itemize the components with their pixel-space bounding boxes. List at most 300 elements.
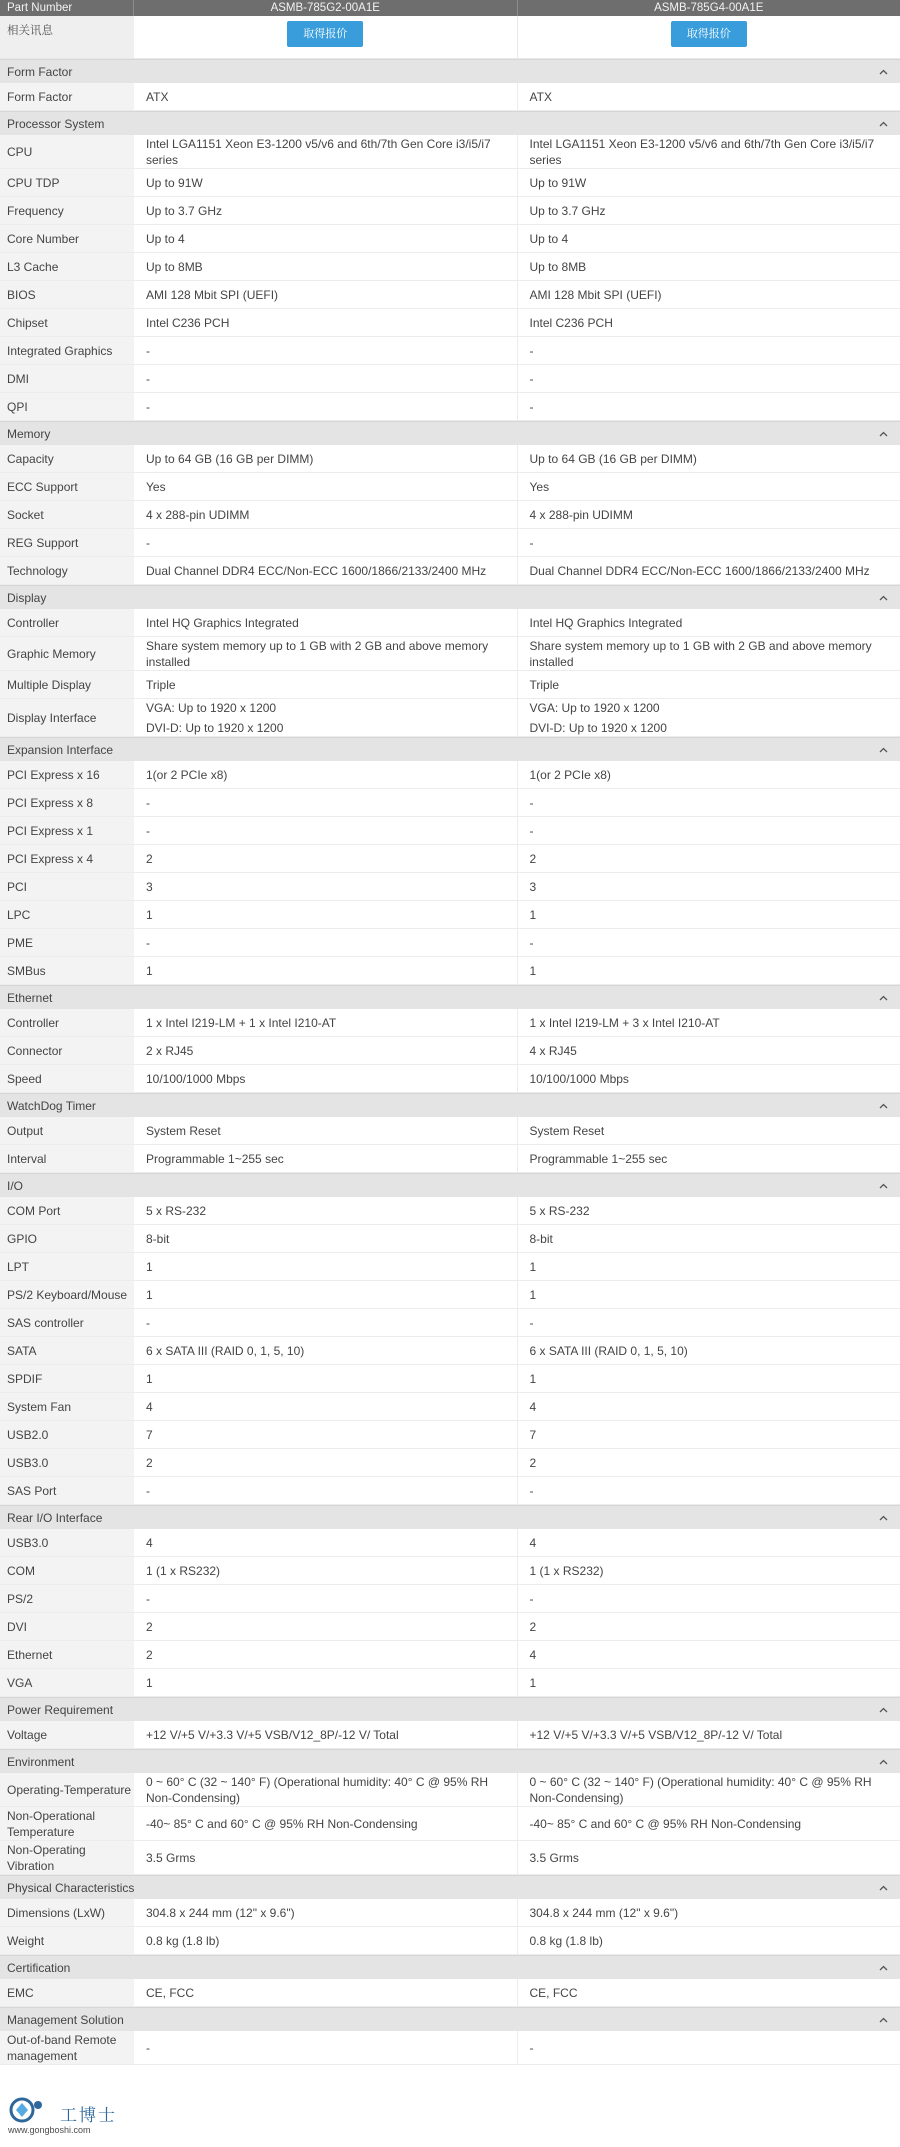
spec-value-line: Dual Channel DDR4 ECC/Non-ECC 1600/1866/2133/2400 MHz (146, 563, 487, 578)
spec-value-2 (517, 83, 900, 110)
section-title: Processor System (7, 116, 105, 131)
section-title: Ethernet (7, 990, 53, 1005)
spec-row (0, 445, 900, 473)
spec-value-2 (517, 609, 900, 636)
spec-label: DMI (0, 365, 134, 392)
spec-value-1 (134, 609, 517, 636)
spec-value-line: CE, FCC (529, 1985, 578, 2000)
spec-value-2 (517, 337, 900, 364)
spec-value-line: - (146, 823, 150, 838)
section-header[interactable] (0, 111, 900, 135)
spec-value-2 (517, 1393, 900, 1420)
spec-row (0, 337, 900, 365)
spec-value-1 (134, 281, 517, 308)
chevron-up-icon[interactable] (878, 429, 888, 439)
spec-value-1 (134, 1037, 517, 1064)
spec-value-1 (134, 1529, 517, 1556)
spec-value-2 (517, 225, 900, 252)
section-header[interactable] (0, 985, 900, 1009)
spec-value-line: - (529, 795, 534, 810)
spec-label: REG Support (0, 529, 134, 556)
spec-row (0, 609, 900, 637)
spec-value-2 (517, 1841, 900, 1874)
spec-value-line: - (146, 399, 150, 414)
chevron-up-icon[interactable] (878, 1963, 888, 1973)
spec-value-2 (517, 1065, 900, 1092)
spec-value-1 (134, 1065, 517, 1092)
get-quote-button[interactable]: 取得报价 (671, 21, 747, 47)
spec-label: Multiple Display (0, 671, 134, 698)
section-header[interactable] (0, 737, 900, 761)
spec-label: PCI (0, 873, 134, 900)
spec-value-line: AMI 128 Mbit SPI (UEFI) (146, 287, 279, 302)
spec-value-2 (517, 1807, 900, 1840)
spec-value-1 (134, 135, 517, 168)
spec-value-2 (517, 365, 900, 392)
chevron-up-icon[interactable] (878, 119, 888, 129)
spec-value-line: 4 (146, 1535, 153, 1550)
spec-value-line: Share system memory up to 1 GB with 2 GB and above memory installed (529, 638, 872, 669)
spec-label: USB2.0 (0, 1421, 134, 1448)
spec-value-2 (517, 1009, 900, 1036)
spec-label: Speed (0, 1065, 134, 1092)
spec-label: PCI Express x 1 (0, 817, 134, 844)
logo-icon (8, 2095, 56, 2125)
spec-value-line: 3 (146, 879, 153, 894)
spec-label: Frequency (0, 197, 134, 224)
chevron-up-icon[interactable] (878, 1513, 888, 1523)
spec-value-line: 1 (146, 1675, 153, 1690)
spec-value-line: 1 (529, 963, 537, 978)
spec-value-line: 4 (529, 1535, 537, 1550)
spec-label: PS/2 (0, 1585, 134, 1612)
spec-value-2 (517, 1477, 900, 1504)
spec-label: PS/2 Keyboard/Mouse (0, 1281, 134, 1308)
section-header[interactable] (0, 1875, 900, 1899)
spec-label: CPU (0, 135, 134, 168)
spec-row (0, 169, 900, 197)
spec-value-line: 4 x 288-pin UDIMM (146, 507, 250, 522)
spec-value-line: Yes (146, 479, 166, 494)
section-header[interactable] (0, 1505, 900, 1529)
spec-value-line: - (529, 1315, 534, 1330)
spec-value-2 (517, 309, 900, 336)
spec-label: GPIO (0, 1225, 134, 1252)
spec-value-1 (134, 1449, 517, 1476)
spec-value-2 (517, 473, 900, 500)
spec-row (0, 901, 900, 929)
spec-value-1 (134, 473, 517, 500)
spec-value-1 (134, 845, 517, 872)
spec-value-line: AMI 128 Mbit SPI (UEFI) (529, 287, 662, 302)
spec-row (0, 197, 900, 225)
spec-value-line: 0 ~ 60° C (32 ~ 140° F) (Operational humidity: 40° C @ 95% RH Non-Condensing) (146, 1774, 489, 1805)
section-header[interactable] (0, 1955, 900, 1979)
spec-value-line: ATX (529, 89, 552, 104)
spec-label: PCI Express x 4 (0, 845, 134, 872)
spec-row (0, 1721, 900, 1749)
spec-row (0, 957, 900, 985)
spec-value-line: -40~ 85° C and 60° C @ 95% RH Non-Condensing (529, 1816, 802, 1831)
spec-value-1 (134, 1365, 517, 1392)
spec-label: Capacity (0, 445, 134, 472)
spec-value-line: 1 (529, 1287, 537, 1302)
spec-value-1 (134, 1253, 517, 1280)
spec-label: Voltage (0, 1721, 134, 1748)
spec-value-2 (517, 1197, 900, 1224)
spec-value-2 (517, 1337, 900, 1364)
spec-label: L3 Cache (0, 253, 134, 280)
spec-label: Integrated Graphics (0, 337, 134, 364)
spec-value-line: 0 ~ 60° C (32 ~ 140° F) (Operational humidity: 40° C @ 95% RH Non-Condensing) (529, 1774, 872, 1805)
chevron-up-icon[interactable] (878, 1705, 888, 1715)
spec-label: Non-Operational Temperature (0, 1807, 134, 1840)
spec-value-1 (134, 1585, 517, 1612)
spec-label: PCI Express x 16 (0, 761, 134, 788)
spec-row (0, 2031, 900, 2065)
spec-row (0, 1449, 900, 1477)
spec-row (0, 1225, 900, 1253)
spec-value-2 (517, 1721, 900, 1748)
spec-value-line: - (529, 343, 534, 358)
chevron-up-icon[interactable] (878, 67, 888, 77)
spec-value-line: 1(or 2 PCIe x8) (146, 767, 228, 782)
spec-value-line: 1 x Intel I219-LM + 3 x Intel I210-AT (529, 1015, 720, 1030)
spec-value-line: Yes (529, 479, 550, 494)
spec-value-2 (517, 1927, 900, 1954)
spec-value-line: Intel C236 PCH (529, 315, 613, 330)
spec-label: Technology (0, 557, 134, 584)
spec-value-line: 0.8 kg (1.8 lb) (146, 1933, 220, 1948)
spec-value-line: 2 (146, 851, 153, 866)
part-number-label: Part Number (0, 0, 134, 16)
section-header[interactable] (0, 59, 900, 83)
spec-value-1 (134, 529, 517, 556)
spec-label: Controller (0, 609, 134, 636)
section-title: Power Requirement (7, 1702, 114, 1717)
section-header[interactable] (0, 1697, 900, 1721)
section-title: WatchDog Timer (7, 1098, 96, 1113)
watermark-logo (8, 2095, 140, 2141)
spec-row (0, 1421, 900, 1449)
section-title: Form Factor (7, 64, 73, 79)
spec-label: Controller (0, 1009, 134, 1036)
spec-value-line: 8-bit (146, 1231, 170, 1246)
spec-value-1 (134, 789, 517, 816)
chevron-up-icon[interactable] (878, 745, 888, 755)
spec-row (0, 1037, 900, 1065)
spec-label: USB3.0 (0, 1529, 134, 1556)
spec-value-line: 3.5 Grms (529, 1850, 579, 1865)
spec-row (0, 135, 900, 169)
spec-label: QPI (0, 393, 134, 420)
spec-value-2 (517, 845, 900, 872)
spec-value-line: 1 (146, 1259, 153, 1274)
spec-value-1 (134, 197, 517, 224)
spec-row (0, 637, 900, 671)
spec-label: PCI Express x 8 (0, 789, 134, 816)
spec-row (0, 845, 900, 873)
spec-label: Output (0, 1117, 134, 1144)
spec-label: Interval (0, 1145, 134, 1172)
spec-value-line: 1 (529, 1371, 537, 1386)
spec-value-2 (517, 393, 900, 420)
spec-value-1 (134, 393, 517, 420)
header-row (0, 0, 900, 16)
inquiry-row (0, 16, 900, 59)
spec-value-2 (517, 1365, 900, 1392)
spec-value-line: 2 (146, 1455, 153, 1470)
spec-label: Operating-Temperature (0, 1773, 134, 1806)
spec-value-line: 1 x Intel I219-LM + 1 x Intel I210-AT (146, 1015, 337, 1030)
spec-value-2 (517, 817, 900, 844)
spec-row (0, 253, 900, 281)
spec-row (0, 393, 900, 421)
spec-value-line: 1 (146, 963, 153, 978)
spec-value-line: Share system memory up to 1 GB with 2 GB and above memory installed (146, 638, 489, 669)
spec-row (0, 281, 900, 309)
spec-value-line: DVI-D: Up to 1920 x 1200 (146, 720, 284, 735)
spec-value-2 (517, 501, 900, 528)
spec-value-2 (517, 761, 900, 788)
spec-value-line: 2 (529, 851, 537, 866)
chevron-up-icon[interactable] (878, 1181, 888, 1191)
spec-value-1 (134, 957, 517, 984)
spec-value-1 (134, 501, 517, 528)
spec-value-line: Intel C236 PCH (146, 315, 230, 330)
spec-value-line: Dual Channel DDR4 ECC/Non-ECC 1600/1866/2133/2400 MHz (529, 563, 870, 578)
spec-row (0, 557, 900, 585)
section-header[interactable] (0, 1749, 900, 1773)
spec-value-line: - (529, 399, 534, 414)
spec-value-line: - (529, 535, 534, 550)
spec-value-line: 3.5 Grms (146, 1850, 196, 1865)
spec-value-2 (517, 957, 900, 984)
spec-value-1 (134, 1281, 517, 1308)
spec-value-2 (517, 445, 900, 472)
spec-value-line: +12 V/+5 V/+3.3 V/+5 VSB/V12_8P/-12 V/ Total (529, 1727, 783, 1742)
spec-row (0, 1009, 900, 1037)
spec-value-line: 6 x SATA III (RAID 0, 1, 5, 10) (529, 1343, 688, 1358)
product-name-2: ASMB-785G4-00A1E (654, 2, 764, 14)
spec-value-1 (134, 253, 517, 280)
spec-row (0, 1337, 900, 1365)
spec-value-1 (134, 2031, 517, 2064)
spec-value-2 (517, 1641, 900, 1668)
spec-row (0, 1393, 900, 1421)
spec-value-1 (134, 225, 517, 252)
spec-row (0, 1841, 900, 1875)
spec-value-line: 6 x SATA III (RAID 0, 1, 5, 10) (146, 1343, 305, 1358)
spec-value-2 (517, 637, 900, 670)
spec-label: Display Interface (0, 699, 134, 736)
spec-value-1 (134, 1773, 517, 1806)
section-title: Management Solution (7, 2012, 124, 2027)
spec-value-2 (517, 789, 900, 816)
spec-row (0, 789, 900, 817)
spec-sections (0, 59, 900, 2065)
section-header[interactable] (0, 2007, 900, 2031)
spec-value-line: 3 (529, 879, 537, 894)
spec-value-line: Up to 91W (529, 175, 587, 190)
spec-value-1 (134, 929, 517, 956)
spec-value-line: VGA: Up to 1920 x 1200 (529, 700, 660, 715)
spec-value-line: - (146, 371, 150, 386)
spec-value-1 (134, 1841, 517, 1874)
spec-value-line: 7 (146, 1427, 153, 1442)
spec-value-2 (517, 1979, 900, 2006)
section-title: Memory (7, 426, 51, 441)
spec-row (0, 1613, 900, 1641)
spec-value-1 (134, 1927, 517, 1954)
spec-row (0, 309, 900, 337)
spec-value-2 (517, 1309, 900, 1336)
spec-value-1 (134, 309, 517, 336)
spec-value-line: 10/100/1000 Mbps (529, 1071, 629, 1086)
spec-value-2 (517, 197, 900, 224)
spec-label: System Fan (0, 1393, 134, 1420)
spec-value-1 (134, 337, 517, 364)
section-header[interactable] (0, 1173, 900, 1197)
spec-value-1 (134, 445, 517, 472)
spec-value-1 (134, 637, 517, 670)
spec-value-line: 1(or 2 PCIe x8) (529, 767, 611, 782)
spec-label: Socket (0, 501, 134, 528)
spec-label: Non-Operating Vibration (0, 1841, 134, 1874)
chevron-up-icon[interactable] (878, 993, 888, 1003)
section-title: Physical Characteristics (7, 1880, 135, 1895)
spec-value-1 (134, 699, 517, 736)
spec-value-line: 1 (529, 1259, 537, 1274)
chevron-up-icon[interactable] (878, 2015, 888, 2025)
spec-value-2 (517, 901, 900, 928)
spec-label: COM (0, 1557, 134, 1584)
section-title: Environment (7, 1754, 75, 1769)
watermark-title: 工博士 (60, 2106, 117, 2126)
spec-value-line: 4 (529, 1399, 537, 1414)
spec-value-1 (134, 1477, 517, 1504)
spec-value-line: Up to 8MB (146, 259, 203, 274)
spec-label: Core Number (0, 225, 134, 252)
spec-label: COM Port (0, 1197, 134, 1224)
spec-value-line: - (146, 535, 150, 550)
spec-value-1 (134, 761, 517, 788)
chevron-up-icon[interactable] (878, 1757, 888, 1767)
spec-value-line: Up to 64 GB (16 GB per DIMM) (529, 451, 697, 466)
spec-row (0, 1117, 900, 1145)
spec-row (0, 1641, 900, 1669)
spec-value-line: Triple (146, 677, 176, 692)
spec-value-line: 1 (1 x RS232) (146, 1563, 221, 1578)
spec-value-line: - (146, 2040, 150, 2055)
spec-label: EMC (0, 1979, 134, 2006)
spec-value-line: 2 x RJ45 (146, 1043, 194, 1058)
spec-value-2 (517, 1225, 900, 1252)
spec-value-line: Up to 64 GB (16 GB per DIMM) (146, 451, 314, 466)
spec-value-1 (134, 1421, 517, 1448)
spec-value-line: - (529, 935, 534, 950)
spec-label: SAS controller (0, 1309, 134, 1336)
spec-label: BIOS (0, 281, 134, 308)
spec-value-line: 4 (529, 1647, 537, 1662)
spec-value-2 (517, 1529, 900, 1556)
spec-row (0, 1585, 900, 1613)
spec-row (0, 83, 900, 111)
spec-row (0, 473, 900, 501)
spec-value-2 (517, 1037, 900, 1064)
spec-value-2 (517, 1117, 900, 1144)
spec-value-line: Triple (529, 677, 560, 692)
chevron-up-icon[interactable] (878, 593, 888, 603)
spec-value-line: 1 (146, 1287, 153, 1302)
spec-row (0, 365, 900, 393)
spec-value-line: -40~ 85° C and 60° C @ 95% RH Non-Condensing (146, 1816, 418, 1831)
spec-value-1 (134, 1393, 517, 1420)
spec-row (0, 1253, 900, 1281)
spec-value-1 (134, 1117, 517, 1144)
spec-row (0, 1979, 900, 2007)
spec-row (0, 1197, 900, 1225)
inquiry-cell-2 (517, 16, 900, 58)
spec-value-line: Up to 4 (146, 231, 185, 246)
chevron-up-icon[interactable] (878, 1883, 888, 1893)
section-header[interactable] (0, 1093, 900, 1117)
spec-value-line: System Reset (146, 1123, 221, 1138)
spec-value-1 (134, 1197, 517, 1224)
spec-value-line: 0.8 kg (1.8 lb) (529, 1933, 603, 1948)
spec-value-line: - (529, 1483, 534, 1498)
spec-value-line: Intel LGA1151 Xeon E3-1200 v5/v6 and 6th/7th Gen Core i3/i5/i7 series (146, 136, 491, 167)
chevron-up-icon[interactable] (878, 1101, 888, 1111)
spec-value-line: 2 (529, 1619, 537, 1634)
spec-value-line: Up to 8MB (529, 259, 587, 274)
spec-row (0, 1773, 900, 1807)
spec-value-line: - (146, 1591, 150, 1606)
spec-value-line: 10/100/1000 Mbps (146, 1071, 246, 1086)
spec-row (0, 817, 900, 845)
spec-value-2 (517, 671, 900, 698)
section-header[interactable] (0, 421, 900, 445)
spec-row (0, 1365, 900, 1393)
spec-value-2 (517, 135, 900, 168)
spec-value-line: 2 (146, 1619, 153, 1634)
spec-label: LPT (0, 1253, 134, 1280)
spec-value-line: - (529, 2040, 534, 2055)
spec-value-line: 1 (146, 1371, 153, 1386)
spec-value-1 (134, 365, 517, 392)
spec-value-1 (134, 901, 517, 928)
spec-label: Ethernet (0, 1641, 134, 1668)
product-name-1: ASMB-785G2-00A1E (134, 0, 518, 16)
section-header[interactable] (0, 585, 900, 609)
spec-value-line: 4 (146, 1399, 153, 1414)
spec-label: Dimensions (LxW) (0, 1899, 134, 1926)
spec-value-line: Intel LGA1151 Xeon E3-1200 v5/v6 and 6th/7th Gen Core i3/i5/i7 series (529, 136, 875, 167)
spec-value-1 (134, 1309, 517, 1336)
spec-value-line: - (529, 823, 534, 838)
section-title: Expansion Interface (7, 742, 114, 757)
spec-value-line: - (146, 795, 150, 810)
spec-value-1 (134, 1807, 517, 1840)
spec-value-1 (134, 1613, 517, 1640)
spec-value-2 (517, 1449, 900, 1476)
get-quote-button[interactable]: 取得报价 (287, 21, 363, 47)
spec-value-2 (517, 1281, 900, 1308)
spec-value-line: 7 (529, 1427, 537, 1442)
spec-value-2 (517, 557, 900, 584)
spec-label: Graphic Memory (0, 637, 134, 670)
spec-value-1 (134, 1337, 517, 1364)
